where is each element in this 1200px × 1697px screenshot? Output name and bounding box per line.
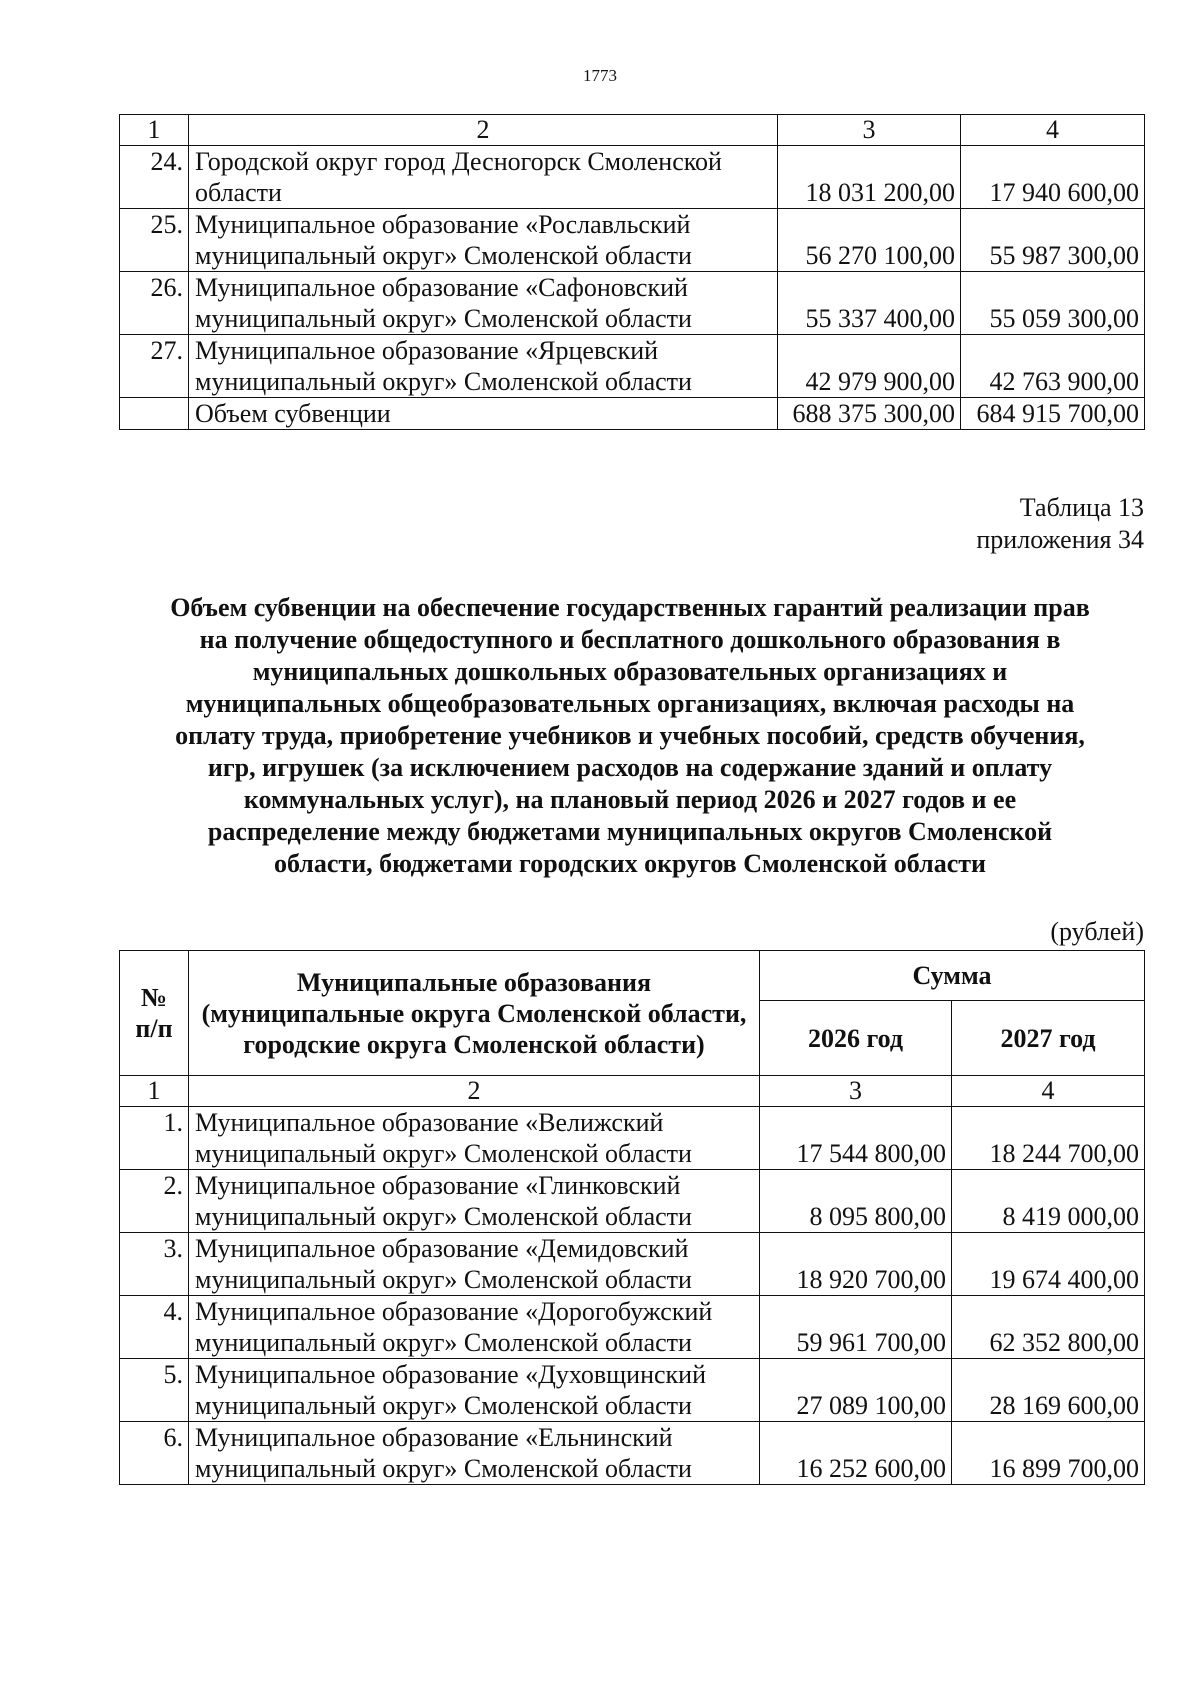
amount-cell: 18 031 200,00 bbox=[778, 146, 961, 209]
col-header-number-line: № bbox=[140, 983, 168, 1012]
col-header-2027: 2027 год bbox=[952, 1001, 1145, 1076]
title-line: муниципальных общеобразовательных организациях, включая расходы на bbox=[185, 689, 1075, 718]
main-table-index-row bbox=[120, 1076, 1145, 1107]
municipality-name: Муниципальное образование «Дорогобужский муниципальный округ» Смоленской области bbox=[189, 1296, 760, 1359]
table-row bbox=[120, 146, 1145, 209]
title-line: области, бюджетами городских округов Смоленской области bbox=[273, 849, 987, 878]
index-cell: 1 bbox=[120, 115, 189, 146]
col-header-number bbox=[120, 951, 189, 1076]
table-row bbox=[120, 1422, 1145, 1485]
index-cell: 2 bbox=[189, 115, 778, 146]
title-line: Объем субвенции на обеспечение государственных гарантий реализации прав bbox=[170, 593, 1090, 622]
index-cell: 3 bbox=[778, 115, 961, 146]
amount-cell: 17 940 600,00 bbox=[961, 146, 1145, 209]
col-header-sum: Сумма bbox=[760, 951, 1145, 1001]
municipality-name: Муниципальное образование «Глинковский муниципальный округ» Смоленской области bbox=[189, 1170, 760, 1233]
row-number: 25. bbox=[120, 209, 189, 272]
table-row bbox=[120, 1170, 1145, 1233]
page-number: 1773 bbox=[583, 66, 617, 85]
col-header-2026: 2026 год bbox=[760, 1001, 952, 1076]
document-title bbox=[110, 592, 1150, 880]
table-row bbox=[120, 1296, 1145, 1359]
table-row bbox=[120, 272, 1145, 335]
table-row bbox=[120, 1107, 1145, 1170]
amount-2027: 16 899 700,00 bbox=[952, 1422, 1145, 1485]
row-number: 3. bbox=[120, 1233, 189, 1296]
amount-cell: 56 270 100,00 bbox=[778, 209, 961, 272]
title-line: на получение общедоступного и бесплатного дошкольного образования в bbox=[199, 625, 1061, 654]
header-row bbox=[120, 951, 1145, 1001]
row-number: 26. bbox=[120, 272, 189, 335]
row-number: 4. bbox=[120, 1296, 189, 1359]
index-cell: 1 bbox=[120, 1076, 189, 1107]
amount-2027: 62 352 800,00 bbox=[952, 1296, 1145, 1359]
amount-2026: 8 095 800,00 bbox=[760, 1170, 952, 1233]
table-row bbox=[120, 335, 1145, 398]
total-row bbox=[120, 398, 1145, 430]
municipality-name: Муниципальное образование «Велижский муниципальный округ» Смоленской области bbox=[189, 1107, 760, 1170]
municipality-name: Муниципальное образование «Ярцевский муниципальный округ» Смоленской области bbox=[189, 335, 778, 398]
amount-cell: 42 763 900,00 bbox=[961, 335, 1145, 398]
table-row bbox=[120, 1359, 1145, 1422]
amount-2026: 17 544 800,00 bbox=[760, 1107, 952, 1170]
top-table bbox=[119, 114, 1145, 430]
row-number: 1. bbox=[120, 1107, 189, 1170]
row-number: 5. bbox=[120, 1359, 189, 1422]
main-table bbox=[119, 950, 1145, 1485]
municipality-name: Муниципальное образование «Рославльский муниципальный округ» Смоленской области bbox=[189, 209, 778, 272]
municipality-name: Муниципальное образование «Демидовский муниципальный округ» Смоленской области bbox=[189, 1233, 760, 1296]
table-row bbox=[120, 209, 1145, 272]
amount-2027: 19 674 400,00 bbox=[952, 1233, 1145, 1296]
index-cell: 4 bbox=[952, 1076, 1145, 1107]
amount-2026: 18 920 700,00 bbox=[760, 1233, 952, 1296]
units-label: (рублей) bbox=[1050, 917, 1144, 946]
total-amount-cell: 688 375 300,00 bbox=[778, 398, 961, 430]
caption-line: приложения 34 bbox=[976, 525, 1144, 554]
municipality-name: Муниципальное образование «Ельнинский муниципальный округ» Смоленской области bbox=[189, 1422, 760, 1485]
caption-line: Таблица 13 bbox=[1019, 493, 1144, 522]
title-line: муниципальных дошкольных образовательных организациях и bbox=[252, 657, 1008, 686]
top-table-index-row bbox=[120, 115, 1145, 146]
row-number: 2. bbox=[120, 1170, 189, 1233]
amount-2027: 28 169 600,00 bbox=[952, 1359, 1145, 1422]
amount-2027: 8 419 000,00 bbox=[952, 1170, 1145, 1233]
amount-cell: 55 987 300,00 bbox=[961, 209, 1145, 272]
index-cell: 2 bbox=[189, 1076, 760, 1107]
title-line: распределение между бюджетами муниципальных округов Смоленской bbox=[207, 817, 1053, 846]
row-number: 27. bbox=[120, 335, 189, 398]
title-line: оплату труда, приобретение учебников и учебных пособий, средств обучения, bbox=[175, 721, 1085, 750]
col-header-number-line: п/п bbox=[135, 1014, 173, 1043]
municipality-name: Муниципальное образование «Сафоновский муниципальный округ» Смоленской области bbox=[189, 272, 778, 335]
amount-2027: 18 244 700,00 bbox=[952, 1107, 1145, 1170]
table-row bbox=[120, 1233, 1145, 1296]
index-cell: 4 bbox=[961, 115, 1145, 146]
municipality-name: Муниципальное образование «Духовщинский муниципальный округ» Смоленской области bbox=[189, 1359, 760, 1422]
amount-cell: 42 979 900,00 bbox=[778, 335, 961, 398]
row-number: 6. bbox=[120, 1422, 189, 1485]
amount-2026: 59 961 700,00 bbox=[760, 1296, 952, 1359]
title-line: коммунальных услуг), на плановый период 2026 и 2027 годов и ее bbox=[243, 785, 1017, 814]
empty-cell bbox=[120, 398, 189, 430]
table-caption bbox=[976, 492, 1144, 556]
title-line: игр, игрушек (за исключением расходов на содержание зданий и оплату bbox=[207, 753, 1053, 782]
amount-cell: 55 059 300,00 bbox=[961, 272, 1145, 335]
amount-cell: 55 337 400,00 bbox=[778, 272, 961, 335]
amount-2026: 27 089 100,00 bbox=[760, 1359, 952, 1422]
row-number: 24. bbox=[120, 146, 189, 209]
index-cell: 3 bbox=[760, 1076, 952, 1107]
col-header-municipality: Муниципальные образования (муниципальные округа Смоленской области, городские округа Смоленской области) bbox=[189, 951, 760, 1076]
total-amount-cell: 684 915 700,00 bbox=[961, 398, 1145, 430]
amount-2026: 16 252 600,00 bbox=[760, 1422, 952, 1485]
total-label: Объем субвенции bbox=[189, 398, 778, 430]
municipality-name: Городской округ город Десногорск Смоленской области bbox=[189, 146, 778, 209]
